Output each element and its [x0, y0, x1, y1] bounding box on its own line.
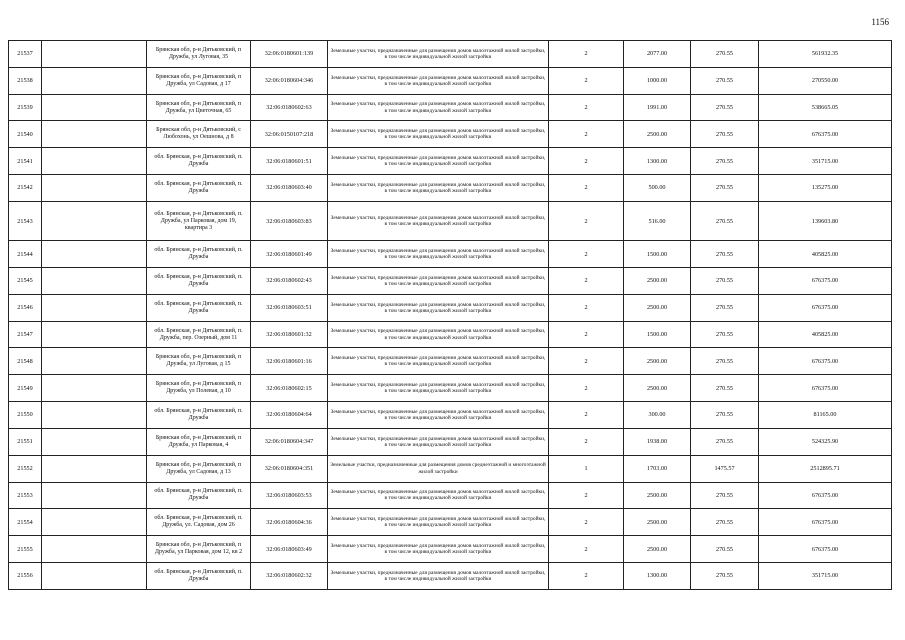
address-cell: обл. Брянская, р-н Дятьковский, п. Дружба: [147, 268, 251, 295]
group-code-cell: 2: [549, 536, 624, 563]
blank-cell: [42, 41, 147, 68]
cadastral-number-cell: 32:06:0180604:347: [251, 428, 328, 455]
table-row: [9, 268, 892, 295]
table-row: [9, 321, 892, 348]
row-number-cell: 21544: [9, 241, 42, 268]
cadastral-number-cell: 32:06:0180603:83: [251, 201, 328, 240]
table-row: [9, 241, 892, 268]
cadastral-number-cell: 32:06:0180604:351: [251, 455, 328, 482]
area-cell: 1500.00: [624, 241, 691, 268]
table-row: [9, 94, 892, 121]
cadastral-value-cell: 2512895.71: [759, 455, 892, 482]
row-number-cell: 21551: [9, 428, 42, 455]
address-cell: обл. Брянская, р-н Дятьковский, п. Дружба: [147, 148, 251, 175]
area-cell: 2500.00: [624, 482, 691, 509]
land-use-cell: Земельные участки, предназначенные для размещения домов малоэтажной жилой застройки, в том числе индивидуальной жилой застройки: [328, 562, 549, 589]
address-cell: обл. Брянская, р-н Дятьковский, п. Дружба: [147, 294, 251, 321]
blank-cell: [42, 455, 147, 482]
cadastral-value-cell: 135275.00: [759, 175, 892, 202]
area-cell: 516.00: [624, 201, 691, 240]
table-row: [9, 121, 892, 148]
table-row: [9, 201, 892, 240]
specific-value-cell: 1475.57: [691, 455, 759, 482]
page-number: 1156: [871, 17, 889, 27]
area-cell: 2500.00: [624, 509, 691, 536]
specific-value-cell: 270.55: [691, 482, 759, 509]
group-code-cell: 2: [549, 428, 624, 455]
specific-value-cell: 270.55: [691, 321, 759, 348]
blank-cell: [42, 562, 147, 589]
specific-value-cell: 270.55: [691, 402, 759, 429]
area-cell: 2500.00: [624, 121, 691, 148]
address-cell: Брянская обл, р-н Дятьковский, с Любохонь, ул Оешнова, д 8: [147, 121, 251, 148]
group-code-cell: 2: [549, 241, 624, 268]
area-cell: 2500.00: [624, 268, 691, 295]
row-number-cell: 21543: [9, 201, 42, 240]
land-use-cell: Земельные участки, предназначенные для размещения домов малоэтажной жилой застройки, в том числе индивидуальной жилой застройки: [328, 428, 549, 455]
cadastral-value-cell: 676375.00: [759, 536, 892, 563]
cadastral-value-cell: 676375.00: [759, 482, 892, 509]
cadastral-value-cell: 676375.00: [759, 294, 892, 321]
blank-cell: [42, 375, 147, 402]
table-row: [9, 509, 892, 536]
cadastral-value-cell: 351715.00: [759, 148, 892, 175]
land-use-cell: Земельные участки, предназначенные для размещения домов малоэтажной жилой застройки, в том числе индивидуальной жилой застройки: [328, 241, 549, 268]
specific-value-cell: 270.55: [691, 201, 759, 240]
group-code-cell: 2: [549, 562, 624, 589]
cadastral-value-cell: 405825.00: [759, 241, 892, 268]
specific-value-cell: 270.55: [691, 509, 759, 536]
row-number-cell: 21541: [9, 148, 42, 175]
table-row: [9, 562, 892, 589]
specific-value-cell: 270.55: [691, 41, 759, 68]
group-code-cell: 2: [549, 482, 624, 509]
cadastral-number-cell: 32:06:0180604:36: [251, 509, 328, 536]
address-cell: обл. Брянская, р-н Дятьковский, п. Дружба: [147, 482, 251, 509]
cadastral-value-cell: 81165.00: [759, 402, 892, 429]
address-cell: Брянская обл, р-н Дятьковский, п Дружба, ул Парковая, дом 12, кв 2: [147, 536, 251, 563]
specific-value-cell: 270.55: [691, 67, 759, 94]
land-use-cell: Земельные участки, предназначенные для размещения домов малоэтажной жилой застройки, в том числе индивидуальной жилой застройки: [328, 482, 549, 509]
address-cell: Брянская обл, р-н Дятьковский, п Дружба, ул Парковая, 4: [147, 428, 251, 455]
blank-cell: [42, 536, 147, 563]
group-code-cell: 2: [549, 268, 624, 295]
area-cell: 2500.00: [624, 294, 691, 321]
specific-value-cell: 270.55: [691, 562, 759, 589]
row-number-cell: 21549: [9, 375, 42, 402]
land-use-cell: Земельные участки, предназначенные для размещения домов малоэтажной жилой застройки, в том числе индивидуальной жилой застройки: [328, 321, 549, 348]
address-cell: обл. Брянская, р-н Дятьковский, п. Дружба, ул. Садовая, дом 26: [147, 509, 251, 536]
specific-value-cell: 270.55: [691, 148, 759, 175]
blank-cell: [42, 121, 147, 148]
blank-cell: [42, 201, 147, 240]
land-use-cell: Земельные участки, предназначенные для размещения домов малоэтажной жилой застройки, в том числе индивидуальной жилой застройки: [328, 375, 549, 402]
cadastral-value-cell: 676375.00: [759, 268, 892, 295]
row-number-cell: 21537: [9, 41, 42, 68]
blank-cell: [42, 175, 147, 202]
area-cell: 300.00: [624, 402, 691, 429]
cadastral-number-cell: 32:06:0180601:16: [251, 348, 328, 375]
specific-value-cell: 270.55: [691, 241, 759, 268]
cadastral-number-cell: 32:06:0180601:51: [251, 148, 328, 175]
group-code-cell: 2: [549, 148, 624, 175]
area-cell: 2500.00: [624, 348, 691, 375]
cadastral-value-cell: 351715.00: [759, 562, 892, 589]
row-number-cell: 21539: [9, 94, 42, 121]
area-cell: 1703.00: [624, 455, 691, 482]
area-cell: 2077.00: [624, 41, 691, 68]
area-cell: 2500.00: [624, 536, 691, 563]
cadastral-value-table: [8, 40, 892, 590]
specific-value-cell: 270.55: [691, 121, 759, 148]
blank-cell: [42, 148, 147, 175]
land-use-cell: Земельные участки, предназначенные для размещения домов малоэтажной жилой застройки, в том числе индивидуальной жилой застройки: [328, 67, 549, 94]
specific-value-cell: 270.55: [691, 94, 759, 121]
blank-cell: [42, 428, 147, 455]
group-code-cell: 2: [549, 321, 624, 348]
table-row: [9, 375, 892, 402]
table-row: [9, 294, 892, 321]
group-code-cell: 2: [549, 348, 624, 375]
table-row: [9, 175, 892, 202]
cadastral-number-cell: 32:06:0180601:49: [251, 241, 328, 268]
blank-cell: [42, 94, 147, 121]
group-code-cell: 2: [549, 41, 624, 68]
table-row: [9, 455, 892, 482]
cadastral-value-cell: 538665.05: [759, 94, 892, 121]
blank-cell: [42, 321, 147, 348]
land-use-cell: Земельные участки, предназначенные для размещения домов малоэтажной жилой застройки, в том числе индивидуальной жилой застройки: [328, 175, 549, 202]
row-number-cell: 21556: [9, 562, 42, 589]
land-use-cell: Земельные участки, предназначенные для размещения домов среднеэтажной и многоэтажной жилой застройки: [328, 455, 549, 482]
row-number-cell: 21550: [9, 402, 42, 429]
address-cell: Брянская обл, р-н Дятьковский, п Дружба, ул Садовая, д 13: [147, 455, 251, 482]
cadastral-value-cell: 676375.00: [759, 348, 892, 375]
address-cell: обл. Брянская, р-н Дятьковский, п. Дружба, пер. Озерный, дом 11: [147, 321, 251, 348]
group-code-cell: 1: [549, 455, 624, 482]
group-code-cell: 2: [549, 121, 624, 148]
cadastral-number-cell: 32:06:0180601:32: [251, 321, 328, 348]
address-cell: Брянская обл, р-н Дятьковский, п Дружба, ул Садовая, д 17: [147, 67, 251, 94]
row-number-cell: 21542: [9, 175, 42, 202]
land-use-cell: Земельные участки, предназначенные для размещения домов малоэтажной жилой застройки, в том числе индивидуальной жилой застройки: [328, 348, 549, 375]
specific-value-cell: 270.55: [691, 268, 759, 295]
address-cell: обл. Брянская, р-н Дятьковский, п. Дружба, ул Парковая, дом 19, квартира 3: [147, 201, 251, 240]
cadastral-number-cell: 32:06:0180602:32: [251, 562, 328, 589]
cadastral-value-cell: 676375.00: [759, 509, 892, 536]
specific-value-cell: 270.55: [691, 428, 759, 455]
specific-value-cell: 270.55: [691, 175, 759, 202]
table-row: [9, 536, 892, 563]
land-use-cell: Земельные участки, предназначенные для размещения домов малоэтажной жилой застройки, в том числе индивидуальной жилой застройки: [328, 294, 549, 321]
land-use-cell: Земельные участки, предназначенные для размещения домов малоэтажной жилой застройки, в том числе индивидуальной жилой застройки: [328, 148, 549, 175]
blank-cell: [42, 268, 147, 295]
blank-cell: [42, 241, 147, 268]
row-number-cell: 21547: [9, 321, 42, 348]
area-cell: 1000.00: [624, 67, 691, 94]
cadastral-number-cell: 32:06:0180602:43: [251, 268, 328, 295]
specific-value-cell: 270.55: [691, 294, 759, 321]
cadastral-number-cell: 32:06:0180603:51: [251, 294, 328, 321]
group-code-cell: 2: [549, 294, 624, 321]
cadastral-number-cell: 32:06:0180601:139: [251, 41, 328, 68]
address-cell: обл. Брянская, р-н Дятьковский, п. Дружба: [147, 562, 251, 589]
cadastral-number-cell: 32:06:0150107:218: [251, 121, 328, 148]
blank-cell: [42, 482, 147, 509]
row-number-cell: 21555: [9, 536, 42, 563]
land-use-cell: Земельные участки, предназначенные для размещения домов малоэтажной жилой застройки, в том числе индивидуальной жилой застройки: [328, 268, 549, 295]
row-number-cell: 21538: [9, 67, 42, 94]
group-code-cell: 2: [549, 402, 624, 429]
land-use-cell: Земельные участки, предназначенные для размещения домов малоэтажной жилой застройки, в том числе индивидуальной жилой застройки: [328, 536, 549, 563]
cadastral-number-cell: 32:06:0180603:49: [251, 536, 328, 563]
cadastral-value-cell: 676375.00: [759, 375, 892, 402]
cadastral-value-cell: 561932.35: [759, 41, 892, 68]
address-cell: обл. Брянская, р-н Дятьковский, п. Дружба: [147, 402, 251, 429]
table-row: [9, 482, 892, 509]
cadastral-number-cell: 32:06:0180604:346: [251, 67, 328, 94]
group-code-cell: 2: [549, 175, 624, 202]
blank-cell: [42, 402, 147, 429]
cadastral-value-cell: 270550.00: [759, 67, 892, 94]
specific-value-cell: 270.55: [691, 536, 759, 563]
row-number-cell: 21545: [9, 268, 42, 295]
specific-value-cell: 270.55: [691, 348, 759, 375]
specific-value-cell: 270.55: [691, 375, 759, 402]
address-cell: обл. Брянская, р-н Дятьковский, п. Дружба: [147, 175, 251, 202]
land-use-cell: Земельные участки, предназначенные для размещения домов малоэтажной жилой застройки, в том числе индивидуальной жилой застройки: [328, 509, 549, 536]
group-code-cell: 2: [549, 94, 624, 121]
table-body: [9, 41, 892, 590]
cadastral-value-cell: 405825.00: [759, 321, 892, 348]
table-row: [9, 67, 892, 94]
land-use-cell: Земельные участки, предназначенные для размещения домов малоэтажной жилой застройки, в том числе индивидуальной жилой застройки: [328, 402, 549, 429]
area-cell: 1500.00: [624, 321, 691, 348]
land-use-cell: Земельные участки, предназначенные для размещения домов малоэтажной жилой застройки, в том числе индивидуальной жилой застройки: [328, 94, 549, 121]
table-row: [9, 348, 892, 375]
group-code-cell: 2: [549, 375, 624, 402]
land-use-cell: Земельные участки, предназначенные для размещения домов малоэтажной жилой застройки, в том числе индивидуальной жилой застройки: [328, 41, 549, 68]
address-cell: Брянская обл, р-н Дятьковский, п Дружба, ул Цветочная, 65: [147, 94, 251, 121]
blank-cell: [42, 348, 147, 375]
row-number-cell: 21553: [9, 482, 42, 509]
area-cell: 500.00: [624, 175, 691, 202]
blank-cell: [42, 294, 147, 321]
area-cell: 1991.00: [624, 94, 691, 121]
address-cell: обл. Брянская, р-н Дятьковский, п. Дружба: [147, 241, 251, 268]
area-cell: 2500.00: [624, 375, 691, 402]
row-number-cell: 21552: [9, 455, 42, 482]
cadastral-value-cell: 139603.80: [759, 201, 892, 240]
cadastral-number-cell: 32:06:0180602:63: [251, 94, 328, 121]
group-code-cell: 2: [549, 509, 624, 536]
row-number-cell: 21554: [9, 509, 42, 536]
address-cell: Брянская обл, р-н Дятьковский, п Дружба, ул Луговая, д 15: [147, 348, 251, 375]
address-cell: Брянская обл, р-н Дятьковский, п Дружба, ул Полевая, д 10: [147, 375, 251, 402]
cadastral-number-cell: 32:06:0180604:64: [251, 402, 328, 429]
table-row: [9, 41, 892, 68]
blank-cell: [42, 67, 147, 94]
cadastral-number-cell: 32:06:0180603:40: [251, 175, 328, 202]
cadastral-number-cell: 32:06:0180602:15: [251, 375, 328, 402]
table-row: [9, 148, 892, 175]
area-cell: 1300.00: [624, 148, 691, 175]
row-number-cell: 21548: [9, 348, 42, 375]
table-row: [9, 428, 892, 455]
cadastral-value-cell: 524325.90: [759, 428, 892, 455]
row-number-cell: 21546: [9, 294, 42, 321]
address-cell: Брянская обл, р-н Дятьковский, п Дружба, ул Луговая, 35: [147, 41, 251, 68]
group-code-cell: 2: [549, 201, 624, 240]
area-cell: 1300.00: [624, 562, 691, 589]
table-row: [9, 402, 892, 429]
row-number-cell: 21540: [9, 121, 42, 148]
land-use-cell: Земельные участки, предназначенные для размещения домов малоэтажной жилой застройки, в том числе индивидуальной жилой застройки: [328, 201, 549, 240]
cadastral-number-cell: 32:06:0180603:53: [251, 482, 328, 509]
area-cell: 1938.00: [624, 428, 691, 455]
land-use-cell: Земельные участки, предназначенные для размещения домов малоэтажной жилой застройки, в том числе индивидуальной жилой застройки: [328, 121, 549, 148]
group-code-cell: 2: [549, 67, 624, 94]
blank-cell: [42, 509, 147, 536]
cadastral-value-cell: 676375.00: [759, 121, 892, 148]
